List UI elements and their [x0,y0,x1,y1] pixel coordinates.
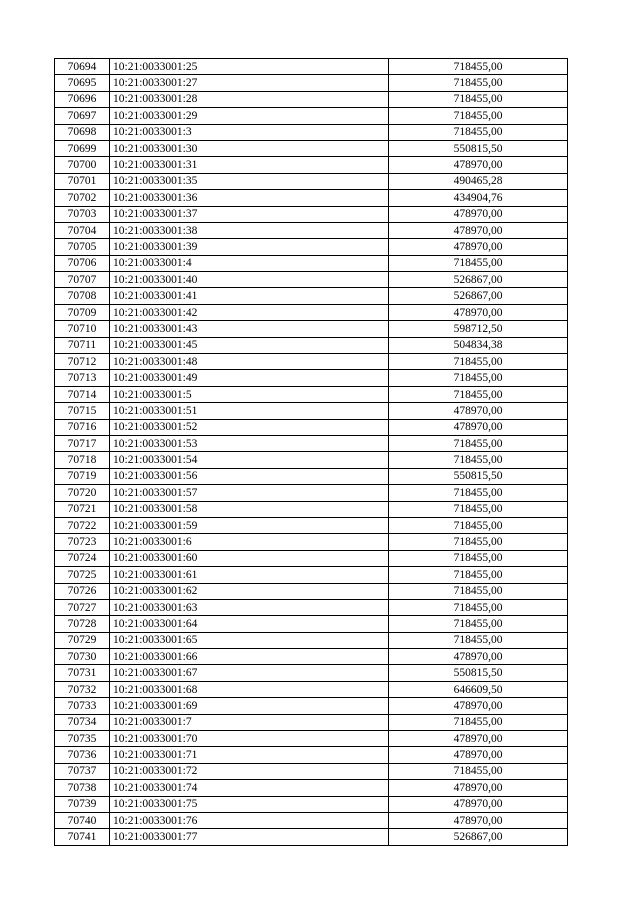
cadastral-number-cell: 10:21:0033001:68 [110,681,389,697]
cadastral-value-cell: 718455,00 [389,354,568,370]
cadastral-value-cell: 718455,00 [389,485,568,501]
row-number-cell: 70741 [55,829,110,845]
cadastral-number-cell: 10:21:0033001:59 [110,517,389,533]
cadastral-value-cell: 550815,50 [389,140,568,156]
row-number-cell: 70715 [55,403,110,419]
cadastral-number-cell: 10:21:0033001:51 [110,403,389,419]
cadastral-value-cell: 478970,00 [389,698,568,714]
cadastral-value-cell: 718455,00 [389,59,568,75]
cadastral-value-cell: 718455,00 [389,91,568,107]
table-row [55,75,568,91]
table-body [55,59,568,846]
row-number-cell: 70738 [55,780,110,796]
row-number-cell: 70734 [55,714,110,730]
table-row [55,517,568,533]
table-row [55,698,568,714]
cadastral-value-cell: 718455,00 [389,124,568,140]
row-number-cell: 70700 [55,157,110,173]
cadastral-value-cell: 478970,00 [389,731,568,747]
cadastral-number-cell: 10:21:0033001:36 [110,190,389,206]
cadastral-value-cell: 490465,28 [389,173,568,189]
table-row [55,681,568,697]
row-number-cell: 70711 [55,337,110,353]
row-number-cell: 70719 [55,468,110,484]
row-number-cell: 70726 [55,583,110,599]
row-number-cell: 70701 [55,173,110,189]
cadastral-number-cell: 10:21:0033001:72 [110,763,389,779]
row-number-cell: 70732 [55,681,110,697]
row-number-cell: 70702 [55,190,110,206]
table-row [55,567,568,583]
table-row [55,731,568,747]
row-number-cell: 70710 [55,321,110,337]
cadastral-value-cell: 718455,00 [389,534,568,550]
row-number-cell: 70694 [55,59,110,75]
cadastral-value-cell: 478970,00 [389,157,568,173]
row-number-cell: 70714 [55,386,110,402]
table-row [55,354,568,370]
cadastral-value-cell: 434904,76 [389,190,568,206]
cadastral-value-cell: 718455,00 [389,386,568,402]
cadastral-value-cell: 550815,50 [389,468,568,484]
cadastral-number-cell: 10:21:0033001:74 [110,780,389,796]
cadastral-number-cell: 10:21:0033001:75 [110,796,389,812]
row-number-cell: 70716 [55,419,110,435]
table-row [55,337,568,353]
cadastral-number-cell: 10:21:0033001:66 [110,649,389,665]
table-row [55,550,568,566]
cadastral-number-cell: 10:21:0033001:49 [110,370,389,386]
row-number-cell: 70731 [55,665,110,681]
cadastral-number-cell: 10:21:0033001:42 [110,304,389,320]
cadastral-number-cell: 10:21:0033001:30 [110,140,389,156]
table-row [55,812,568,828]
row-number-cell: 70739 [55,796,110,812]
row-number-cell: 70727 [55,599,110,615]
cadastral-number-cell: 10:21:0033001:29 [110,108,389,124]
cadastral-value-cell: 718455,00 [389,616,568,632]
table-row [55,452,568,468]
cadastral-number-cell: 10:21:0033001:31 [110,157,389,173]
cadastral-value-cell: 478970,00 [389,796,568,812]
row-number-cell: 70707 [55,272,110,288]
row-number-cell: 70728 [55,616,110,632]
table-row [55,124,568,140]
row-number-cell: 70704 [55,222,110,238]
row-number-cell: 70712 [55,354,110,370]
cadastral-value-cell: 718455,00 [389,435,568,451]
cadastral-value-cell: 478970,00 [389,649,568,665]
cadastral-number-cell: 10:21:0033001:38 [110,222,389,238]
cadastral-value-cell: 526867,00 [389,272,568,288]
cadastral-number-cell: 10:21:0033001:25 [110,59,389,75]
row-number-cell: 70698 [55,124,110,140]
row-number-cell: 70733 [55,698,110,714]
cadastral-value-cell: 598712,50 [389,321,568,337]
table-row [55,714,568,730]
cadastral-value-cell: 718455,00 [389,75,568,91]
cadastral-number-cell: 10:21:0033001:70 [110,731,389,747]
row-number-cell: 70705 [55,239,110,255]
table-row [55,485,568,501]
table-row [55,173,568,189]
row-number-cell: 70717 [55,435,110,451]
table-row [55,616,568,632]
row-number-cell: 70709 [55,304,110,320]
table-row [55,59,568,75]
cadastral-number-cell: 10:21:0033001:61 [110,567,389,583]
cadastral-number-cell: 10:21:0033001:54 [110,452,389,468]
row-number-cell: 70722 [55,517,110,533]
cadastral-number-cell: 10:21:0033001:4 [110,255,389,271]
table-row [55,370,568,386]
table-row [55,272,568,288]
cadastral-number-cell: 10:21:0033001:57 [110,485,389,501]
cadastral-value-cell: 478970,00 [389,812,568,828]
row-number-cell: 70720 [55,485,110,501]
cadastral-value-cell: 478970,00 [389,780,568,796]
table-row [55,255,568,271]
cadastral-number-cell: 10:21:0033001:76 [110,812,389,828]
table-row [55,435,568,451]
row-number-cell: 70730 [55,649,110,665]
cadastral-number-cell: 10:21:0033001:63 [110,599,389,615]
table-row [55,796,568,812]
cadastral-number-cell: 10:21:0033001:62 [110,583,389,599]
table-row [55,534,568,550]
cadastral-value-cell: 718455,00 [389,255,568,271]
cadastral-number-cell: 10:21:0033001:41 [110,288,389,304]
cadastral-value-cell: 526867,00 [389,829,568,845]
row-number-cell: 70740 [55,812,110,828]
cadastral-number-cell: 10:21:0033001:56 [110,468,389,484]
cadastral-number-cell: 10:21:0033001:7 [110,714,389,730]
row-number-cell: 70703 [55,206,110,222]
cadastral-number-cell: 10:21:0033001:77 [110,829,389,845]
table-row [55,304,568,320]
table-row [55,468,568,484]
table-row [55,419,568,435]
cadastral-value-cell: 718455,00 [389,501,568,517]
cadastral-value-cell: 718455,00 [389,583,568,599]
row-number-cell: 70736 [55,747,110,763]
table-row [55,747,568,763]
cadastral-value-cell: 718455,00 [389,108,568,124]
cadastral-value-cell: 478970,00 [389,222,568,238]
table-row [55,763,568,779]
table-row [55,665,568,681]
table-row [55,386,568,402]
row-number-cell: 70696 [55,91,110,107]
cadastral-value-cell: 718455,00 [389,550,568,566]
row-number-cell: 70697 [55,108,110,124]
table-row [55,140,568,156]
table-row [55,190,568,206]
cadastral-value-cell: 718455,00 [389,567,568,583]
cadastral-number-cell: 10:21:0033001:65 [110,632,389,648]
row-number-cell: 70706 [55,255,110,271]
cadastral-number-cell: 10:21:0033001:39 [110,239,389,255]
cadastral-number-cell: 10:21:0033001:6 [110,534,389,550]
cadastral-number-cell: 10:21:0033001:69 [110,698,389,714]
table-row [55,649,568,665]
table-row [55,222,568,238]
row-number-cell: 70723 [55,534,110,550]
table-row [55,321,568,337]
table-row [55,239,568,255]
cadastral-number-cell: 10:21:0033001:64 [110,616,389,632]
cadastral-number-cell: 10:21:0033001:60 [110,550,389,566]
cadastral-value-cell: 718455,00 [389,714,568,730]
row-number-cell: 70695 [55,75,110,91]
table-row [55,501,568,517]
row-number-cell: 70713 [55,370,110,386]
cadastral-value-cell: 478970,00 [389,747,568,763]
cadastral-number-cell: 10:21:0033001:43 [110,321,389,337]
table-row [55,780,568,796]
cadastral-value-cell: 478970,00 [389,239,568,255]
table-row [55,403,568,419]
cadastral-number-cell: 10:21:0033001:71 [110,747,389,763]
table-row [55,91,568,107]
cadastral-value-cell: 504834,38 [389,337,568,353]
row-number-cell: 70729 [55,632,110,648]
cadastral-value-cell: 478970,00 [389,206,568,222]
cadastral-value-cell: 550815,50 [389,665,568,681]
cadastral-number-cell: 10:21:0033001:48 [110,354,389,370]
table-row [55,206,568,222]
cadastral-number-cell: 10:21:0033001:35 [110,173,389,189]
row-number-cell: 70699 [55,140,110,156]
table-row [55,288,568,304]
table-row [55,829,568,845]
table-row [55,108,568,124]
cadastral-number-cell: 10:21:0033001:53 [110,435,389,451]
cadastral-value-cell: 718455,00 [389,370,568,386]
cadastral-number-cell: 10:21:0033001:37 [110,206,389,222]
row-number-cell: 70735 [55,731,110,747]
cadastral-number-cell: 10:21:0033001:5 [110,386,389,402]
table-row [55,583,568,599]
cadastral-value-cell: 718455,00 [389,599,568,615]
cadastral-number-cell: 10:21:0033001:45 [110,337,389,353]
cadastral-value-cell: 478970,00 [389,403,568,419]
cadastral-value-cell: 646609,50 [389,681,568,697]
table-row [55,599,568,615]
cadastral-value-cell: 718455,00 [389,763,568,779]
row-number-cell: 70718 [55,452,110,468]
cadastral-number-cell: 10:21:0033001:28 [110,91,389,107]
cadastral-number-cell: 10:21:0033001:52 [110,419,389,435]
cadastral-value-cell: 718455,00 [389,517,568,533]
table-row [55,632,568,648]
row-number-cell: 70737 [55,763,110,779]
row-number-cell: 70724 [55,550,110,566]
cadastral-number-cell: 10:21:0033001:67 [110,665,389,681]
cadastral-number-cell: 10:21:0033001:27 [110,75,389,91]
cadastral-value-cell: 478970,00 [389,419,568,435]
row-number-cell: 70721 [55,501,110,517]
cadastral-value-cell: 718455,00 [389,632,568,648]
cadastral-number-cell: 10:21:0033001:58 [110,501,389,517]
cadastral-number-cell: 10:21:0033001:3 [110,124,389,140]
cadastral-value-cell: 718455,00 [389,452,568,468]
row-number-cell: 70708 [55,288,110,304]
cadastral-value-table [54,58,568,846]
table-row [55,157,568,173]
cadastral-number-cell: 10:21:0033001:40 [110,272,389,288]
cadastral-value-cell: 478970,00 [389,304,568,320]
row-number-cell: 70725 [55,567,110,583]
cadastral-value-cell: 526867,00 [389,288,568,304]
